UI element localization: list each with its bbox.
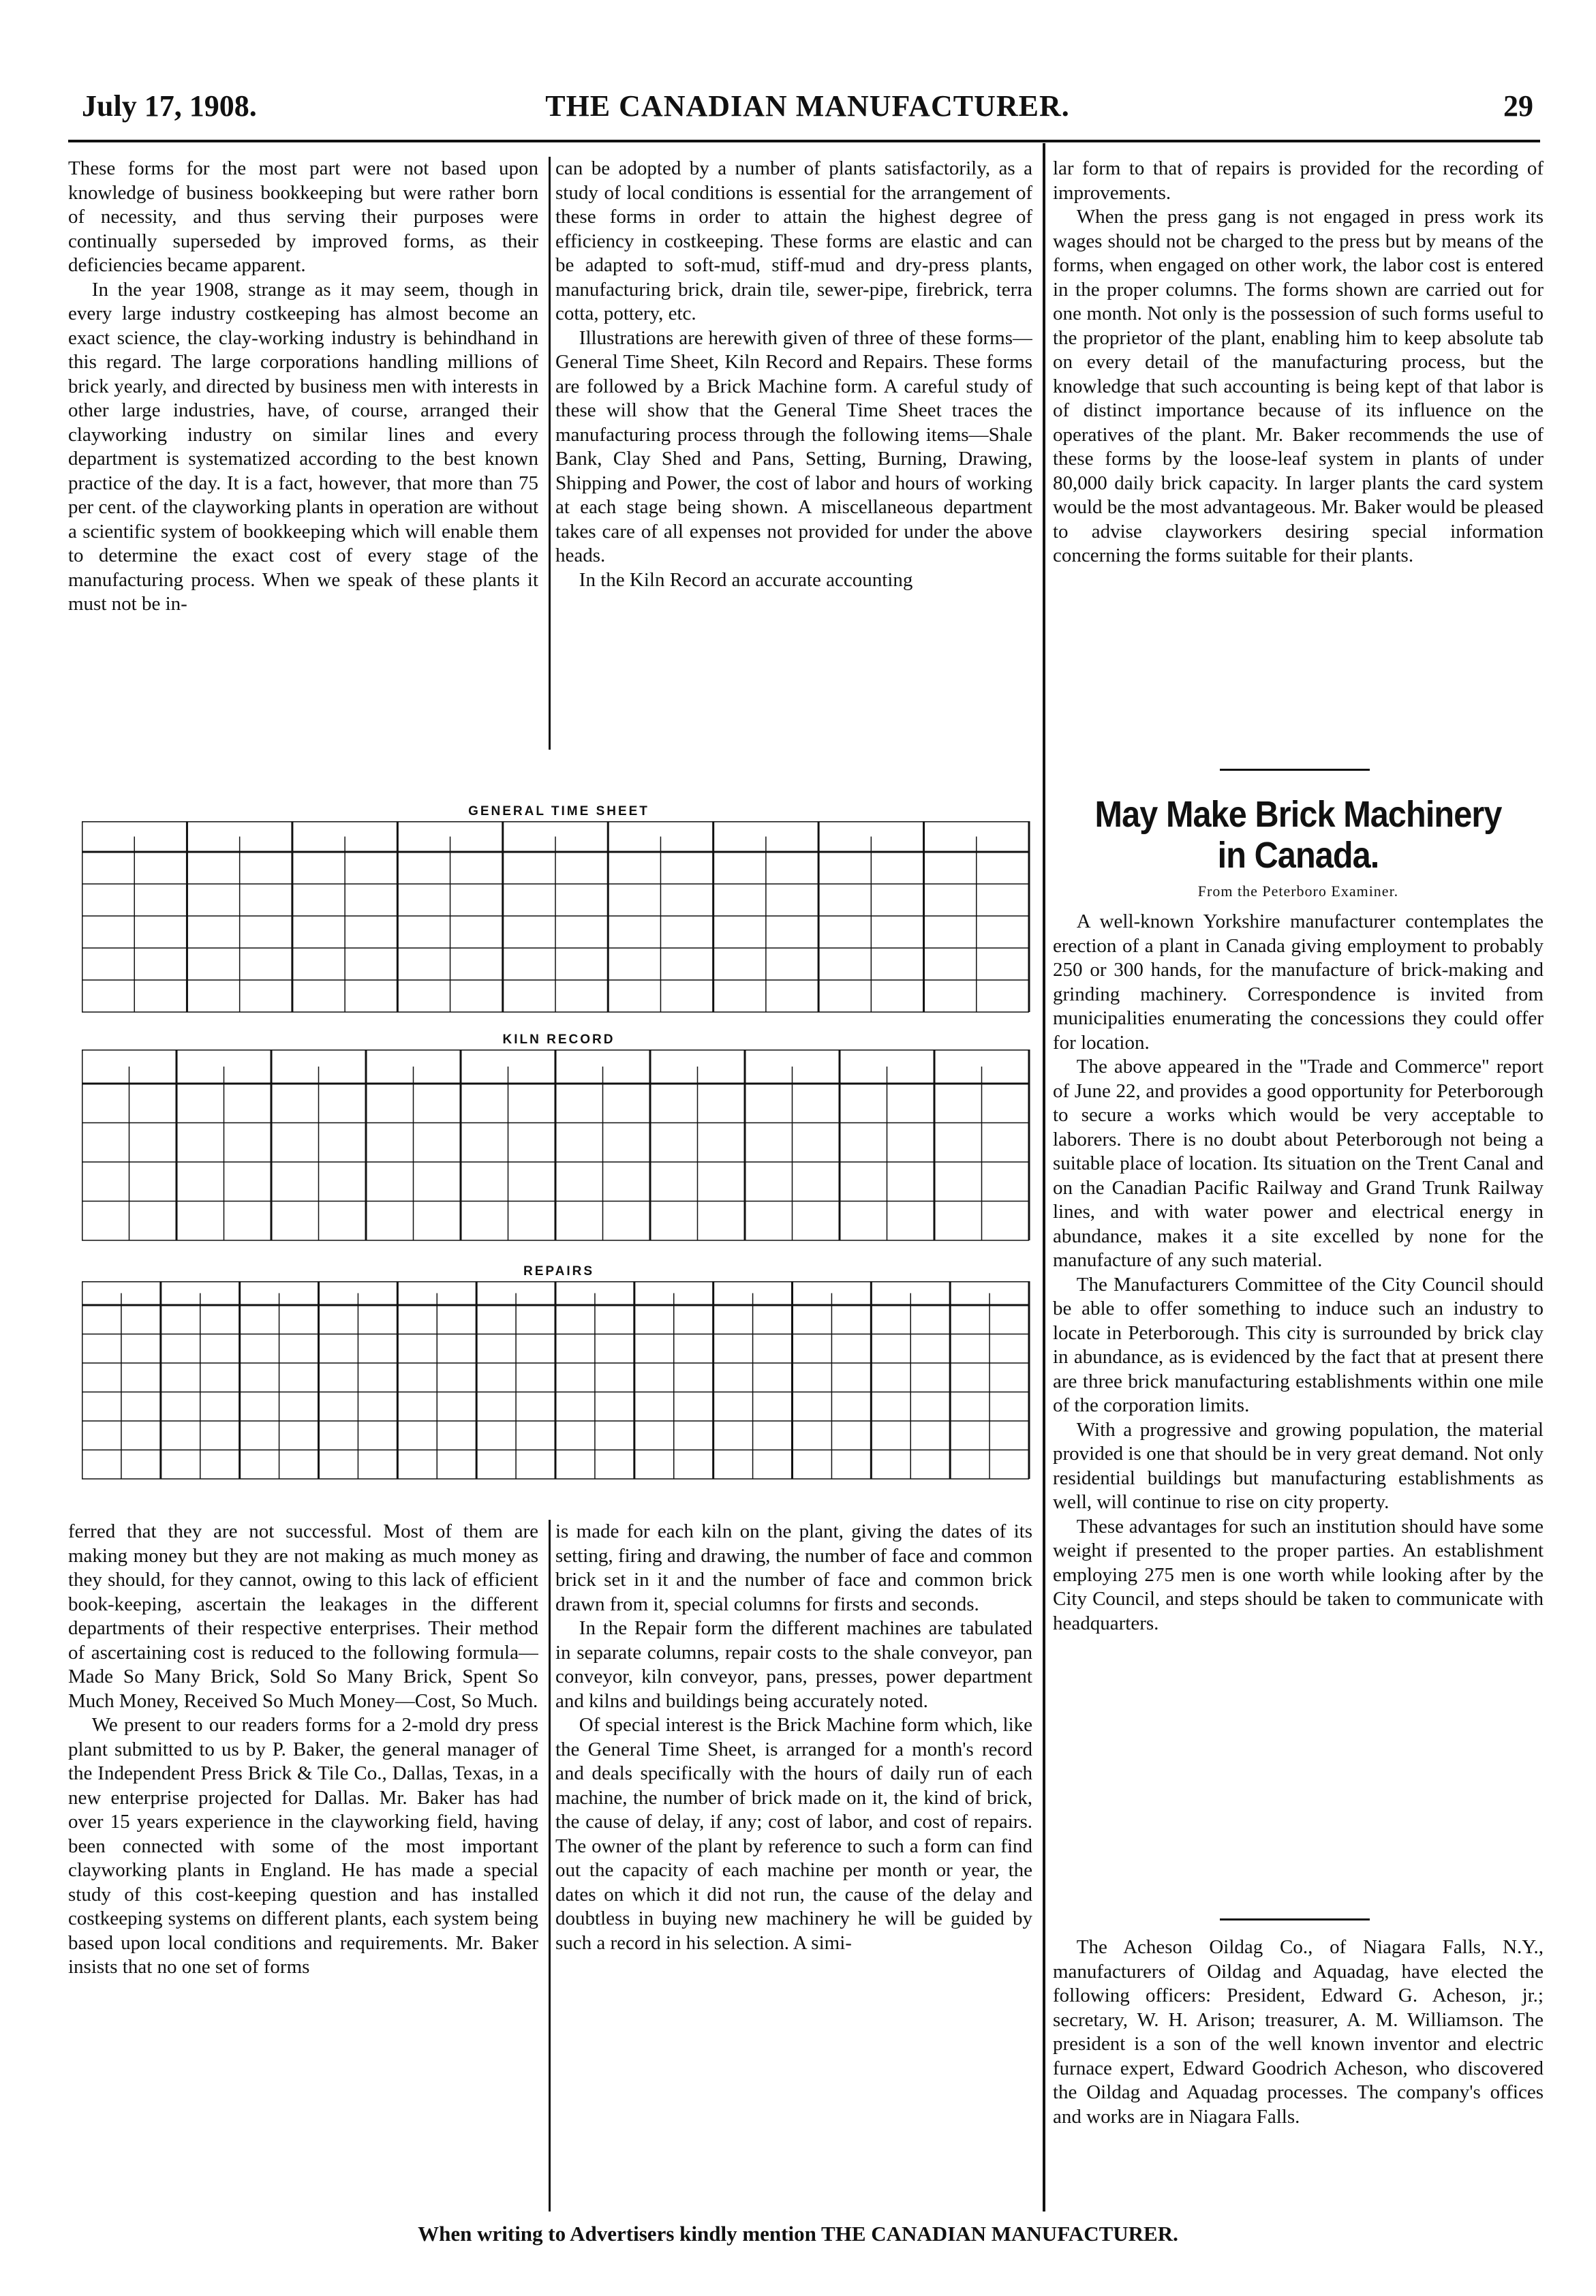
paragraph: is made for each kiln on the plant, giving the dates of its setting, firing and drawing, the number of face and common brick set in it and the number of face and common brick drawn from it, special columns for firsts and seconds. [555,1520,1032,1615]
column-rule-main [1043,143,1045,2211]
paragraph: With a progressive and growing population, the material provided is one that should be in very great demand. Not only residential buildings but manufacturing establishments as well, will continue to rise on city property. [1053,1418,1544,1513]
general-time-sheet-title: GENERAL TIME SHEET [468,804,649,818]
kiln-record-form [82,1050,1036,1247]
paragraph: In the Repair form the different machines are tabulated in separate columns, repair costs to the shale conveyor, pan conveyor, kiln conveyor, pans, presses, power department and kilns and buildings being accurately noted. [555,1617,1032,1712]
paragraph: The above appeared in the "Trade and Commerce" report of June 22, and provides a good opportunity for Peterborough to secure a works which would be very acceptable to laborers. There is no doubt about Peterborough not being a suitable place of location. Its situation on the Trent Canal and on the Canadian Pacific Railway and Grand Trunk Railway lines, and with water power and electrical energy in abundance, makes it a site excelled by none for the manufacture of any such material. [1053,1056,1544,1271]
paragraph: We present to our readers forms for a 2-mold dry press plant submitted to us by P. Baker, the general manager of the Independent Press Brick & Tile Co., Dallas, Texas, in a new enterprise projected for Dallas. Mr. Baker has had over 15 years experience in the clayworking field, having been connected with some of the most important clayworking plants in England. He has made a special study of this cost-keeping question and has installed costkeeping systems on different plants, each system being based upon local conditions and requirements. Mr. Baker insists that no one set of forms [68,1714,538,1978]
note-rule [1220,1918,1370,1920]
top-column-1 [68,157,538,750]
page-number: 29 [1503,89,1533,123]
advertiser-footer: When writing to Advertisers kindly mention THE CANADIAN MANUFACTURER. [418,2222,1178,2246]
paragraph: These advantages for such an institution should have some weight if presented to the proper parties. An establishment employing 275 men is one worth while looking after by the City Council, and steps should be taken to communicate with headquarters. [1053,1515,1544,1634]
column-rule [549,157,551,750]
kiln-record-title: KILN RECORD [502,1032,615,1047]
article-body [1053,910,1544,1901]
paragraph: When the press gang is not engaged in press work its wages should not be charged to the press but by means of the forms, when engaged on other work, the labor cost is entered in the proper columns. The forms shown are carried out for one month. Not only is the possession of such forms useful to the proprietor of the plant, enabling him to keep absolute tab on every detail of the manufacturing process, but the knowledge that such accounting is being kept of that labor is of distinct importance because of its influence on the operatives of the plant. Mr. Baker recommends the use of these forms by the loose-leaf system in plants of under 80,000 daily brick capacity. In larger plants the card system would be the most advantageous. Mr. Baker would be pleased to advise clayworkers desiring special information concerning the forms suitable for their plants. [1053,206,1544,566]
article-headline: May Make Brick Machinery in Canada. [1094,794,1502,876]
paragraph: can be adopted by a number of plants satisfactorily, as a study of local conditions is essential for the arrangement of these forms in order to attain the highest degree of efficiency in costkeeping. These forms are elastic and can be adapted to soft-mud, stiff-mud and dry-press plants, manufacturing brick, drain tile, sewer-pipe, firebrick, terra cotta, pottery, etc. [555,157,1032,324]
issue-date: July 17, 1908. [82,89,257,123]
article-rule [1220,769,1370,771]
paragraph: In the year 1908, strange as it may seem, though in every large industry costkeeping has almost become an exact science, the clay-working industry is behindhand in this regard. The large corporations handling millions of brick yearly, and directed by business men with interests in other large industries, have, of course, arranged their clayworking industry on similar lines and every department is systematized according to the best known practice of the day. It is a fact, however, that more than 75 per cent. of the clayworking plants in operation are without a scientific system of bookkeeping which will enable them to determine the exact cost of every stage of the manufacturing process. When we speak of these plants it must not be in- [68,278,538,615]
paragraph: Illustrations are herewith given of three of these forms—General Time Sheet, Kiln Record and Repairs. These forms are followed by a Brick Machine form. A careful study of these will show that the General Time Sheet traces the manufacturing process through the following items—Shale Bank, Clay Shed and Pans, Setting, Burning, Drawing, Shipping and Power, the cost of labor and hours of working at each stage being shown. A miscellaneous department takes care of all expenses not provided for under the above heads. [555,326,1032,566]
bottom-column-2 [555,1520,1032,2211]
publication-title: THE CANADIAN MANUFACTURER. [545,89,1070,123]
paragraph: The Manufacturers Committee of the City Council should be able to offer something to induce such an industry to locate in Peterborough. This city is surrounded by brick clay in abundance, as is evidenced by the fact that at present there are three brick manufacturing establishments within one mile of the corporation limits. [1053,1273,1544,1416]
repairs-title: REPAIRS [523,1264,595,1279]
acheson-note [1053,1935,1544,2194]
paragraph: Of special interest is the Brick Machine form which, like the General Time Sheet, is arranged for a month's record and deals specifically with the hours of daily run of each machine, the number of brick made on it, the kind of brick, the cause of delay, if any; cost of labor, and cost of repairs. The owner of the plant by reference to such a form can find out the capacity of each machine per month or year, the dates on which it did not run, the cause of the delay and doubtless in buying new machinery he will be guided by such a record in his selection. A simi- [555,1714,1032,1954]
header-rule [68,140,1540,142]
page-header [82,89,1533,129]
column-rule [549,1520,551,2211]
paragraph: ferred that they are not successful. Most of them are making money but they are not making as much money as they should, for they cannot, owing to this lack of efficient book-keeping, ascertain the leakages in the different departments of their respective enterprises. Their method of ascertaining cost is reduced to the following formula—Made So Many Brick, Sold So Many Brick, Spent So Much Money, Received So Much Money—Cost, So Much. [68,1520,538,1712]
paragraph: A well-known Yorkshire manufacturer contemplates the erection of a plant in Canada giving employment to probably 250 or 300 hands, for the manufacture of brick-making and grinding machinery. Correspondence is invited from municipalities enumerating the concessions they could offer for location. [1053,910,1544,1054]
paragraph: The Acheson Oildag Co., of Niagara Falls, N.Y., manufacturers of Oildag and Aquadag, have elected the following officers: President, Edward G. Acheson, jr.; secretary, W. H. Arison; treasurer, A. M. Williamson. The president is a son of the well known inventor and electric furnace expert, Edward Goodrich Acheson, who discovered the Oildag and Aquadag processes. The company's offices and works are in Niagara Falls. [1053,1936,1544,2128]
bottom-column-1 [68,1520,538,2211]
paragraph: lar form to that of repairs is provided for the recording of improvements. [1053,157,1544,204]
general-time-sheet-form [82,821,1036,1019]
paragraph: These forms for the most part were not based upon knowledge of business bookkeeping but were rather born of necessity, and thus serving their purposes were continually superseded by improved forms, as their deficiencies became apparent. [68,157,538,276]
top-column-3 [1053,157,1544,750]
top-column-2 [555,157,1032,750]
article-credit: From the Peterboro Examiner. [1197,883,1399,900]
paragraph: In the Kiln Record an accurate accounting [579,568,913,591]
repairs-form [82,1281,1036,1486]
